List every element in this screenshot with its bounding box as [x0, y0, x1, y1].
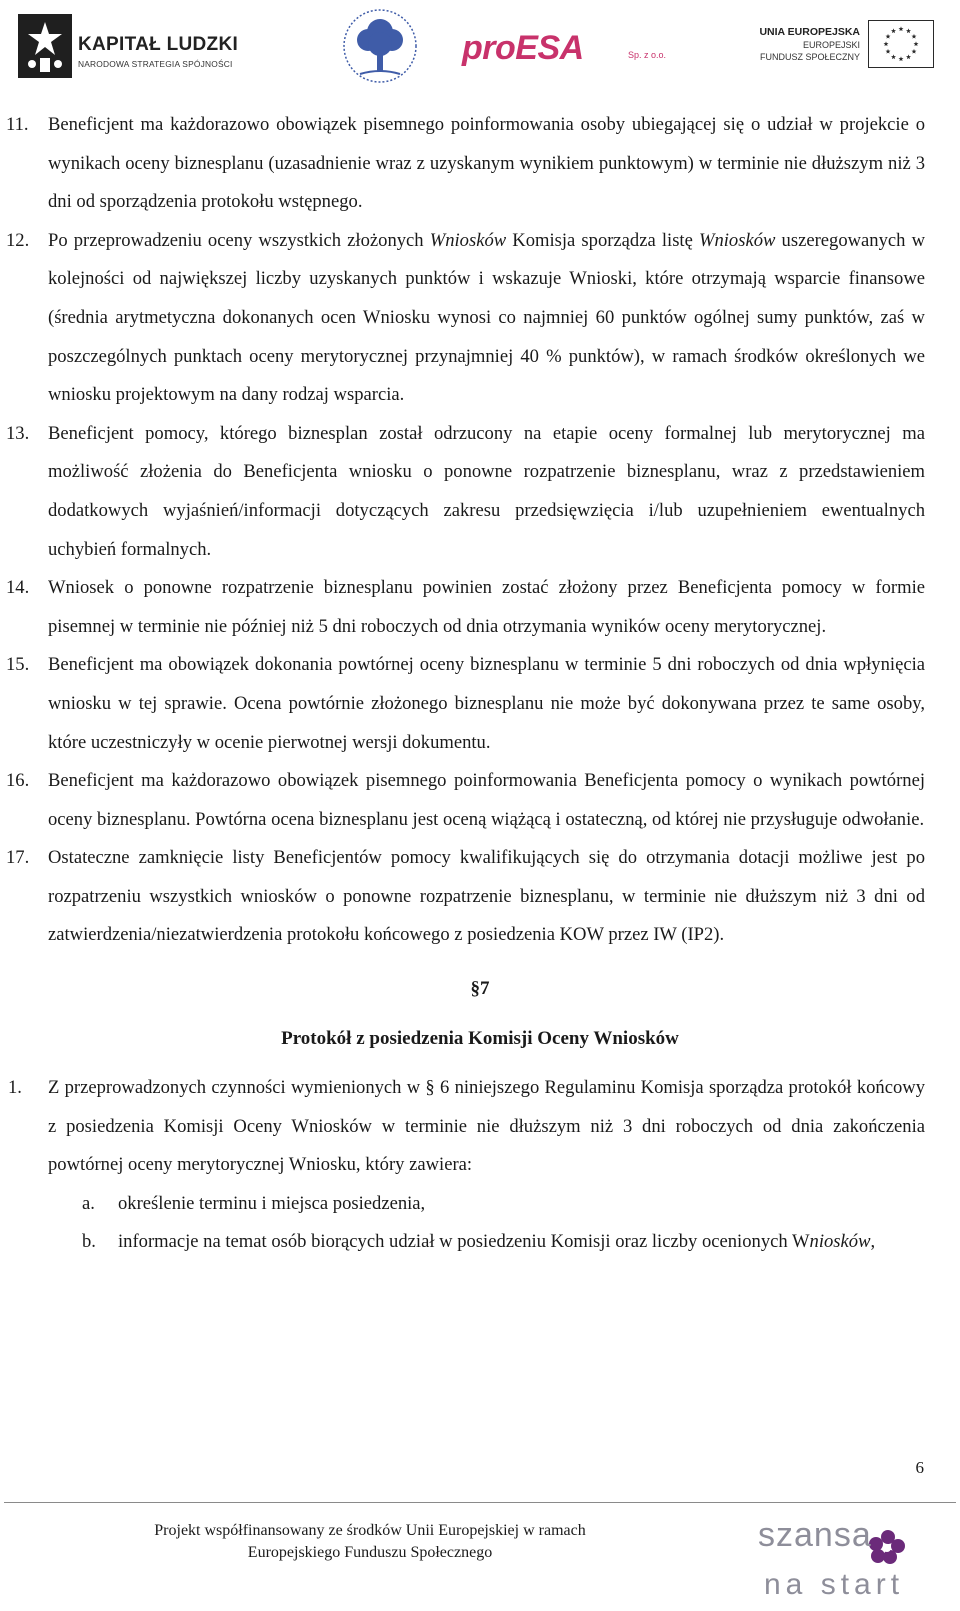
section-list-item-number: 1. — [8, 1077, 22, 1099]
sub-list-item-number: a. — [82, 1192, 95, 1214]
section-numbered-list — [0, 1069, 960, 1185]
list-item-text: Wniosek o ponowne rozpatrzenie biznesplanu powinien zostać złożony przez Beneficjenta pomocy w formie pisemnej w terminie nie później niż 5 dni roboczych od dnia otrzymania wyników oceny merytorycznej. — [48, 577, 925, 637]
kapital-ludzki-mark-icon — [18, 14, 72, 78]
list-item-number: 16. — [6, 770, 30, 792]
page-header — [0, 0, 960, 100]
footer-divider — [4, 1502, 956, 1503]
list-item-text: Beneficjent ma obowiązek dokonania powtórnej oceny biznesplanu w terminie 5 dni roboczych od dnia wpłynięcia wniosku w tej sprawie. Ocena powtórnie złożonego biznesplanu nie może być dokonywana przez te same osoby, które uczestniczyły w ocenie pierwotnej wersji dokumentu. — [48, 654, 925, 753]
list-item-3 — [0, 569, 960, 646]
institute-tree-logo — [330, 6, 430, 92]
list-item-text: Ostateczne zamknięcie listy Beneficjentów pomocy kwalifikujących się do otrzymania dotacji możliwe jest po rozpatrzeniu wszystkich wniosków o ponowne rozpatrzenie biznesplanu, w terminie nie dłuższym niż 3 dni od zatwierdzenia/niezatwierdzenia protokołu końcowego z posiedzenia KOW przez IW (IP2). — [48, 847, 925, 946]
list-item-text: Beneficjent ma każdorazowo obowiązek pisemnego poinformowania Beneficjenta pomocy o wynikach powtórnej oceny biznesplanu. Powtórna ocena biznesplanu jest oceną wiążącą i ostateczną, od której nie przysługuje odwołanie. — [48, 770, 925, 830]
szansa-na-start-logo — [752, 1506, 952, 1606]
tree-icon — [330, 6, 430, 92]
szansa-na-start-icon — [752, 1506, 952, 1606]
list-item-number: 11. — [6, 114, 29, 135]
proesa-wordmark: proESA — [462, 29, 584, 67]
na-start-text: na start — [764, 1568, 905, 1601]
section-title: Protokół z posiedzenia Komisji Oceny Wniosków — [281, 1028, 679, 1050]
list-item-1 — [0, 222, 960, 415]
list-item-text: Beneficjent ma każdorazowo obowiązek pisemnego poinformowania osoby ubiegającej się o udział w projekcie o wynikach oceny biznesplanu (uzasadnienie wraz z uzyskanym wynikiem punktowym) w terminie nie dłuższym niż 3 dni od sporządzenia protokołu wstępnego. — [48, 114, 925, 213]
list-item-number: 13. — [6, 422, 30, 444]
section-mark: §7 — [470, 978, 490, 1000]
list-item-text: Po przeprowadzeniu oceny wszystkich złożonych — [48, 229, 430, 251]
list-item-2 — [0, 415, 960, 569]
eu-line-2: EUROPEJSKI — [802, 40, 860, 50]
footer-text — [20, 1520, 720, 1564]
proesa-logo — [462, 28, 672, 68]
footer-line-2: Europejskiego Funduszu Społecznego — [247, 1544, 493, 1561]
kapital-ludzki-logo — [18, 14, 239, 78]
document-body — [0, 106, 960, 1262]
szansa-text: szansa — [758, 1516, 872, 1554]
proesa-suffix: Sp. z o.o. — [628, 50, 667, 60]
sub-list-item-0 — [0, 1185, 960, 1224]
list-item-number: 12. — [6, 229, 30, 251]
kapital-ludzki-title: KAPITAŁ LUDZKI — [78, 34, 239, 55]
list-item-number: 15. — [6, 654, 30, 676]
flower-icon — [869, 1530, 905, 1564]
list-item-0 — [0, 106, 960, 222]
sub-list-item-text: określenie terminu i miejsca posiedzenia, — [118, 1192, 426, 1214]
sub-list-item-text: informacje na temat osób biorących udział w posiedzeniu Komisji oraz liczby ocenionych W — [118, 1231, 810, 1253]
section-list-item-text: Z przeprowadzonych czynności wymienionych w § 6 niniejszego Regulaminu Komisja sporządza protokół końcowy z posiedzenia Komisji Oceny Wniosków w terminie nie dłuższym niż 3 dni roboczych od dnia zakończenia powtórnej oceny merytorycznej Wniosku, który zawiera: — [48, 1077, 925, 1176]
footer-line-1: Projekt współfinansowany ze środków Unii Europejskiej w ramach — [154, 1522, 586, 1539]
list-item-text: Beneficjent pomocy, którego biznesplan został odrzucony na etapie oceny formalnej lub merytorycznej ma możliwość złożenia do Beneficjenta wniosku o ponowne rozpatrzenie biznesplanu, wraz z przedstawieniem dodatkowych wyjaśnień/informacji dotyczących zakresu przedsięwzięcia i/lub uzupełnieniem ewentualnych uchybień formalnych. — [48, 422, 925, 560]
list-item-5 — [0, 762, 960, 839]
section-list-item-0 — [0, 1069, 960, 1185]
eu-logo-text — [759, 26, 860, 63]
eu-efs-logo — [748, 18, 942, 78]
list-item-6 — [0, 839, 960, 955]
sub-list-item-text: , — [870, 1231, 876, 1253]
list-item-number: 17. — [6, 847, 30, 869]
sub-list-item-number: b. — [82, 1231, 96, 1253]
numbered-list — [0, 106, 960, 955]
eu-line-1: UNIA EUROPEJSKA — [759, 26, 860, 38]
eu-stars-flag-icon — [868, 20, 934, 68]
page-number: 6 — [915, 1458, 924, 1477]
list-item-number: 14. — [6, 577, 30, 599]
sub-list-item-1 — [0, 1223, 960, 1262]
list-item-text: Wniosków — [429, 229, 507, 251]
list-item-text: Komisja sporządza listę — [506, 229, 699, 251]
lettered-sublist — [0, 1185, 960, 1262]
list-item-4 — [0, 646, 960, 762]
list-item-text: Wniosków — [698, 229, 776, 251]
kapital-ludzki-subtitle: NARODOWA STRATEGIA SPÓJNOŚCI — [78, 59, 233, 69]
eu-line-3: FUNDUSZ SPOŁECZNY — [759, 52, 860, 62]
list-item-text: uszeregowanych w kolejności od największej liczby uzyskanych punktów i wskazuje Wnioski, które otrzymają wsparcie finansowe (średnia arytmetyczna dokonanych ocen Wniosku wynosi co najmniej 60 punktów ogólnej sumy punktów, zaś w poszczególnych punktach oceny merytorycznej przynajmniej 40 % punktów), w ramach środków określonych we wniosku projektowym na dany rodzaj wsparcia. — [48, 229, 925, 406]
sub-list-item-text: niosków — [809, 1231, 871, 1253]
